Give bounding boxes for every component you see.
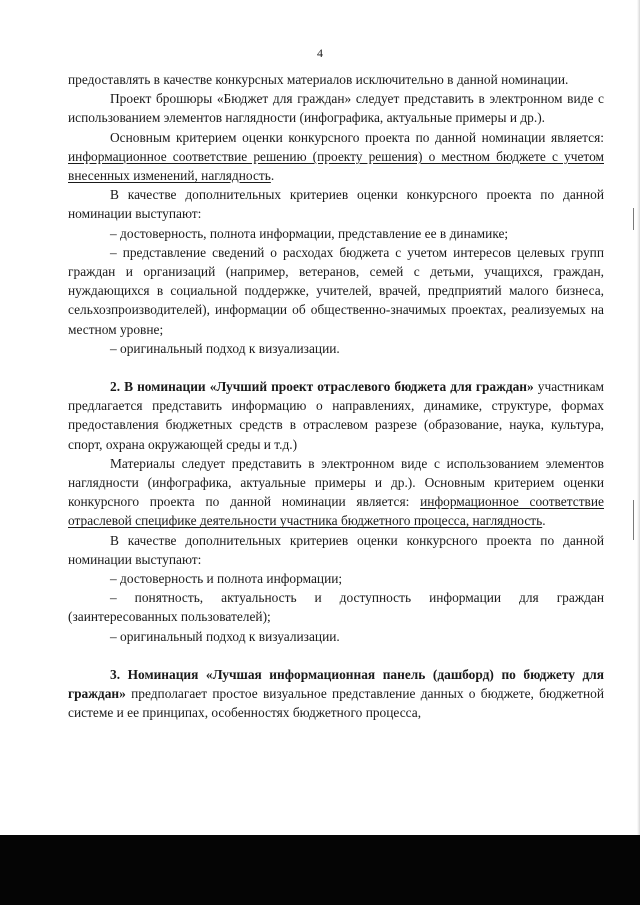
scan-bottom-border (0, 835, 640, 905)
section-3-heading: 3. Номинация «Лучшая информационная панель (дашборд) по бюджету для граждан» (68, 666, 604, 702)
paragraph-main-criterion-1 (68, 128, 604, 186)
section-2-paragraph (68, 377, 604, 454)
paragraph-additional-criteria-1: В качестве дополнительных критериев оценки конкурсного проекта по данной номинации выступают: (68, 187, 604, 222)
page-number: 4 (317, 46, 323, 60)
scan-margin-mark (633, 208, 634, 230)
paragraph-gap (68, 646, 604, 665)
document-body (68, 70, 604, 723)
paragraph-additional-criteria-2: В качестве дополнительных критериев оценки конкурсного проекта по данной номинации выступают: (68, 532, 604, 567)
criterion-underlined: информационное соответствие решению (проекту решения) о местном бюджете с учетом внесенных изменений, наглядность (68, 148, 604, 184)
section-2-text: участникам предлагается представить информацию о направлениях, динамике, структуре, формах предоставления бюджетных средств в отраслевом разрезе (образование, наука, культура, спорт, охрана окружающей среды и т.д.) (68, 379, 604, 452)
bullet-item: – представление сведений о расходах бюджета с учетом интересов целевых групп граждан и организаций (например, ветеранов, семей с детьми, учащихся, граждан, нуждающихся в социальной поддержке, учителей, врачей, предприятий малого бизнеса, сельхозпроизводителей), информации об общественно-значимых проектах, реализуемых на местном уровне; (68, 244, 604, 337)
criterion-lead: Основным критерием оценки конкурсного проекта по данной номинации является: (110, 129, 604, 145)
bullet-item: – оригинальный подход к визуализации. (110, 340, 340, 356)
section-3-paragraph (68, 665, 604, 723)
section-3-text: предполагает простое визуальное представление данных о бюджете, бюджетной системе и ее принципах, особенностях бюджетного процесса, (68, 686, 604, 721)
criterion-underlined: информационное соответствие отраслевой специфике деятельности участника бюджетного процесса, наглядность (68, 494, 604, 529)
paragraph-continuation: предоставлять в качестве конкурсных материалов исключительно в данной номинации. (68, 72, 569, 87)
bullet-item: – достоверность, полнота информации, представление ее в динамике; (110, 225, 509, 241)
bullet-item: – достоверность и полнота информации; (110, 571, 343, 587)
paragraph-gap (68, 358, 604, 377)
bullet-item: – понятность, актуальность и доступность информации для граждан (заинтересованных пользователей); (68, 590, 604, 625)
paragraph-main-criterion-2 (68, 454, 604, 531)
criterion-end: . (542, 513, 546, 529)
bullet-item: – оригинальный подход к визуализации. (110, 628, 340, 644)
criterion-lead: Материалы следует представить в электронном виде с использованием элементов наглядности (инфографика, актуальные примеры и др.). Основным критерием оценки конкурсного проекта по данной номинации является: (68, 455, 604, 510)
section-2-heading: 2. В номинации «Лучший проект отраслевого бюджета для граждан» (110, 379, 534, 395)
criterion-end: . (270, 168, 275, 184)
scan-margin-mark (633, 500, 634, 540)
paragraph-brochure: Проект брошюры «Бюджет для граждан» следует представить в электронном виде с использованием элементов наглядности (инфографика, актуальные примеры и др.). (68, 91, 604, 126)
